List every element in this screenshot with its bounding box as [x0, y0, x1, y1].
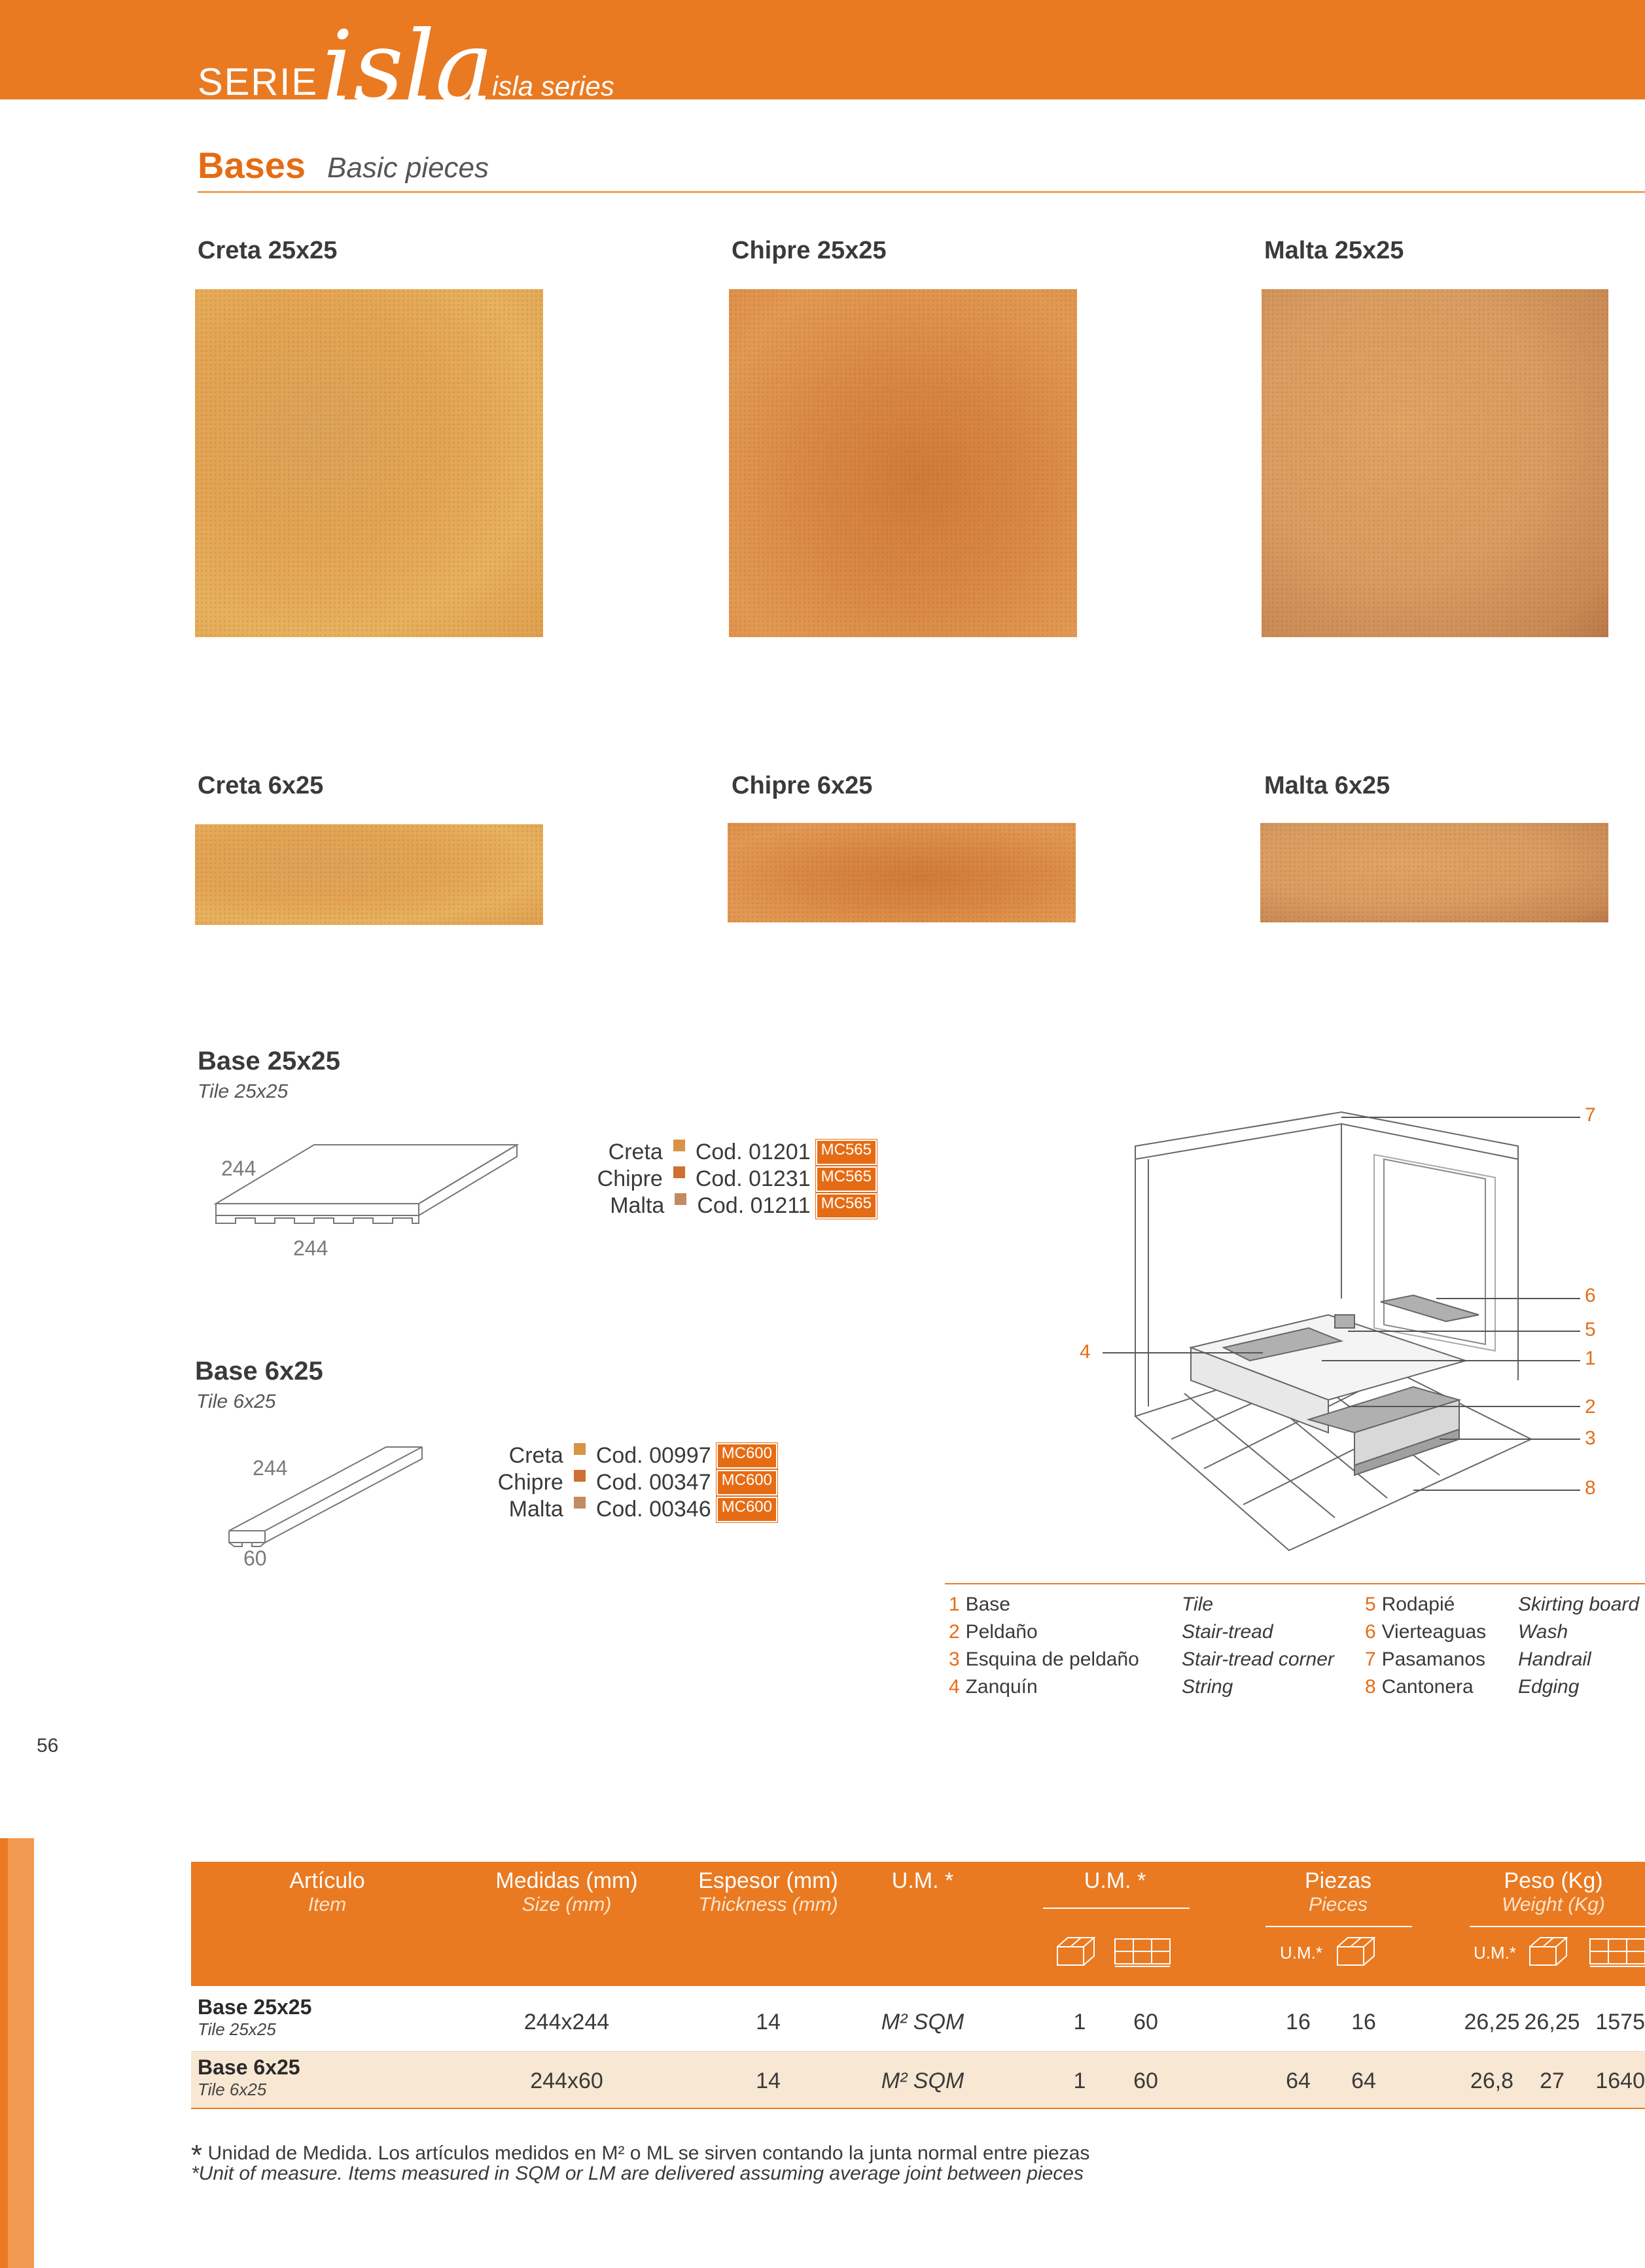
row-item: Base 6x25 — [198, 2055, 300, 2079]
legend-item — [949, 1594, 1139, 1621]
table-line — [191, 1985, 1645, 1986]
legend-num: 1 — [949, 1594, 960, 1615]
row-box: 1 — [1073, 2068, 1086, 2093]
row-pallet: 60 — [1133, 2068, 1158, 2093]
code-color-name: Creta — [608, 1140, 663, 1164]
left-edge-bar-light — [8, 1838, 34, 2268]
legend-item — [1365, 1676, 1486, 1703]
th-weight — [1462, 1868, 1645, 1916]
code-color-name: Creta — [508, 1443, 563, 1468]
row-w-pallet: 1640 — [1595, 2068, 1645, 2093]
legend-col-4 — [1518, 1594, 1645, 1703]
row-thickness: 14 — [756, 2068, 781, 2093]
legend-num: 5 — [1365, 1594, 1376, 1615]
room-diagram — [1073, 1099, 1636, 1577]
code-value: Cod. 00347 — [595, 1470, 711, 1495]
table-line — [191, 2051, 1645, 2052]
callout-1: 1 — [1585, 1348, 1596, 1369]
box-icon — [1527, 1934, 1573, 1969]
swatch-creta — [574, 1443, 586, 1455]
serie-word: SERIE — [198, 61, 319, 103]
tile-label-chipre-25: Chipre 25x25 — [732, 237, 887, 264]
legend-item — [1365, 1621, 1486, 1649]
code-badge: MC565 — [816, 1140, 877, 1165]
code-badge: MC565 — [816, 1166, 877, 1192]
legend-es: Rodapié — [1381, 1594, 1455, 1615]
footnote-en: *Unit of measure. Items measured in SQM or LM are delivered assuming average joint between pieces — [191, 2163, 1084, 2184]
row-um: M² SQM — [881, 2068, 964, 2093]
row-pcs-box: 64 — [1351, 2068, 1376, 2093]
tile-image-creta-25 — [195, 289, 543, 637]
legend-en: Stair-tread corner — [1182, 1649, 1334, 1670]
code-badge: MC600 — [716, 1497, 777, 1522]
left-edge-bar — [0, 1838, 8, 2268]
row-pcs-um: 16 — [1286, 2010, 1311, 2034]
tile-label-creta-6: Creta 6x25 — [198, 772, 324, 799]
base6-code-row — [437, 1497, 777, 1522]
tile-label-creta-25: Creta 25x25 — [198, 237, 338, 264]
base25-code-row — [537, 1166, 877, 1192]
legend-en: Wash — [1518, 1621, 1568, 1643]
legend-item — [949, 1649, 1139, 1676]
legend-num: 8 — [1365, 1676, 1376, 1698]
legend-es: Peldaño — [965, 1621, 1038, 1643]
row-size: 244x244 — [523, 2010, 610, 2034]
legend-item — [949, 1676, 1139, 1703]
th-main: Espesor (mm) — [698, 1868, 838, 1893]
base25-code-row — [537, 1193, 877, 1219]
th-main: Medidas (mm) — [495, 1868, 638, 1893]
callout-8: 8 — [1585, 1477, 1596, 1499]
th-main: Peso (Kg) — [1504, 1868, 1603, 1893]
callout-3: 3 — [1585, 1427, 1596, 1449]
page-number: 56 — [37, 1735, 59, 1756]
section-title: Bases — [198, 145, 306, 186]
swatch-malta — [574, 1497, 586, 1509]
th-pieces — [1256, 1868, 1420, 1916]
legend-es: Pasamanos — [1381, 1649, 1486, 1670]
code-color-name: Chipre — [497, 1470, 563, 1495]
th-um-small: U.M.* — [1474, 1943, 1516, 1963]
row-item-en: Tile 25x25 — [198, 2019, 276, 2039]
legend-en: Handrail — [1518, 1649, 1591, 1670]
code-badge: MC600 — [716, 1443, 777, 1469]
table-row — [198, 2055, 300, 2100]
swatch-chipre — [574, 1470, 586, 1482]
legend-num: 2 — [949, 1621, 960, 1643]
box-icon — [1335, 1934, 1381, 1969]
callout-5: 5 — [1585, 1319, 1596, 1340]
th-sub: Size (mm) — [522, 1894, 612, 1915]
legend-en: Tile — [1182, 1594, 1214, 1615]
th-sub: Thickness (mm) — [698, 1894, 838, 1915]
callout-6: 6 — [1585, 1285, 1596, 1306]
legend-item — [1365, 1649, 1486, 1676]
base25-subtitle: Tile 25x25 — [198, 1081, 289, 1102]
legend-item — [1365, 1594, 1486, 1621]
row-w-box: 26,25 — [1524, 2010, 1580, 2034]
row-w-pallet: 1575 — [1595, 2010, 1645, 2034]
th-um-small: U.M.* — [1280, 1943, 1322, 1963]
legend-num: 7 — [1365, 1649, 1376, 1670]
code-badge: MC565 — [816, 1193, 877, 1219]
legend-num: 4 — [949, 1676, 960, 1698]
pallet-icon — [1112, 1934, 1178, 1969]
swatch-malta — [675, 1193, 686, 1205]
tile-label-malta-6: Malta 6x25 — [1264, 772, 1390, 799]
box-icon — [1055, 1934, 1101, 1969]
legend-es: Vierteaguas — [1381, 1621, 1487, 1643]
row-pallet: 60 — [1133, 2010, 1158, 2034]
code-color-name: Malta — [508, 1497, 563, 1522]
th-um-pack — [1043, 1868, 1187, 1894]
th-item — [229, 1868, 425, 1916]
th-size — [469, 1868, 665, 1916]
base25-dim-depth: 244 — [221, 1157, 256, 1180]
base25-code-row — [537, 1140, 877, 1165]
th-main: Piezas — [1304, 1868, 1372, 1893]
table-row — [198, 1995, 311, 2040]
th-thickness — [670, 1868, 866, 1916]
th-main: U.M. * — [891, 1868, 954, 1893]
code-badge: MC600 — [716, 1470, 777, 1495]
code-value: Cod. 00997 — [595, 1443, 711, 1468]
legend-num: 3 — [949, 1649, 960, 1670]
tile-image-creta-6 — [195, 824, 543, 925]
legend-en: Skirting board — [1518, 1594, 1640, 1615]
th-um-divider — [1043, 1908, 1190, 1909]
code-value: Cod. 01211 — [697, 1193, 811, 1218]
swatch-chipre — [673, 1166, 685, 1178]
tile-image-chipre-25 — [729, 289, 1077, 637]
legend-divider — [945, 1583, 1645, 1584]
legend-es: Cantonera — [1381, 1676, 1474, 1698]
isla-series-text: isla series — [492, 71, 614, 101]
legend-es: Zanquín — [965, 1676, 1038, 1698]
isla-logo-text: isla — [322, 10, 494, 124]
th-um — [851, 1868, 995, 1894]
swatch-creta — [673, 1140, 685, 1151]
code-color-name: Chipre — [597, 1166, 663, 1191]
base6-subtitle: Tile 6x25 — [196, 1391, 276, 1412]
th-sub: Item — [308, 1894, 347, 1915]
legend-col-3 — [1365, 1594, 1486, 1703]
asterisk-icon: * — [191, 2139, 203, 2171]
row-item: Base 25x25 — [198, 1995, 312, 2019]
row-size: 244x60 — [530, 2068, 603, 2093]
row-w-box: 27 — [1540, 2068, 1565, 2093]
row-w-um: 26,25 — [1464, 2010, 1520, 2034]
base6-dim-length: 244 — [253, 1456, 288, 1480]
th-main: U.M. * — [1084, 1868, 1146, 1893]
tile-image-chipre-6 — [728, 823, 1076, 922]
tile-label-malta-25: Malta 25x25 — [1264, 237, 1404, 264]
legend-item — [949, 1621, 1139, 1649]
row-pcs-box: 16 — [1351, 2010, 1376, 2034]
callout-7: 7 — [1585, 1104, 1596, 1126]
base6-title: Base 6x25 — [195, 1357, 323, 1386]
pallet-icon — [1587, 1934, 1645, 1969]
code-value: Cod. 01231 — [695, 1166, 811, 1191]
title-divider — [198, 191, 1645, 193]
base6-code-row — [437, 1470, 777, 1495]
callout-4: 4 — [1080, 1341, 1091, 1363]
legend-es: Esquina de peldaño — [965, 1649, 1139, 1670]
base25-code-list — [537, 1140, 877, 1219]
legend-col-1 — [949, 1594, 1139, 1703]
code-value: Cod. 00346 — [595, 1497, 711, 1522]
tile-label-chipre-6: Chipre 6x25 — [732, 772, 873, 799]
th-weight-divider — [1470, 1926, 1645, 1927]
row-item-en: Tile 6x25 — [198, 2080, 267, 2099]
tile-image-malta-6 — [1260, 823, 1608, 922]
base25-title: Base 25x25 — [198, 1047, 340, 1075]
footnote-es-text: Unidad de Medida. Los artículos medidos en M² o ML se sirven contando la junta normal entre piezas — [207, 2142, 1090, 2164]
legend-en: Stair-tread — [1182, 1621, 1273, 1643]
legend-es: Base — [965, 1594, 1010, 1615]
callout-2: 2 — [1585, 1396, 1596, 1418]
th-sub: Weight (Kg) — [1502, 1894, 1605, 1915]
base6-code-list — [437, 1443, 777, 1522]
code-color-name: Malta — [610, 1193, 665, 1218]
legend-en: String — [1182, 1676, 1233, 1698]
tile-image-malta-25 — [1262, 289, 1608, 637]
th-pieces-divider — [1265, 1926, 1412, 1927]
legend-col-2 — [1182, 1594, 1334, 1703]
row-um: M² SQM — [881, 2010, 964, 2034]
base6-dim-width: 60 — [243, 1546, 267, 1570]
th-sub: Pieces — [1308, 1894, 1368, 1915]
row-w-um: 26,8 — [1470, 2068, 1514, 2093]
base6-code-row — [437, 1443, 777, 1469]
legend-en: Edging — [1518, 1676, 1580, 1698]
table-line — [191, 2108, 1645, 2109]
row-thickness: 14 — [756, 2010, 781, 2034]
code-value: Cod. 01201 — [695, 1140, 811, 1164]
row-box: 1 — [1073, 2010, 1086, 2034]
base25-dim-width: 244 — [293, 1236, 328, 1260]
th-main: Artículo — [289, 1868, 365, 1893]
row-pcs-um: 64 — [1286, 2068, 1311, 2093]
section-subtitle: Basic pieces — [327, 152, 489, 184]
legend-num: 6 — [1365, 1621, 1376, 1643]
